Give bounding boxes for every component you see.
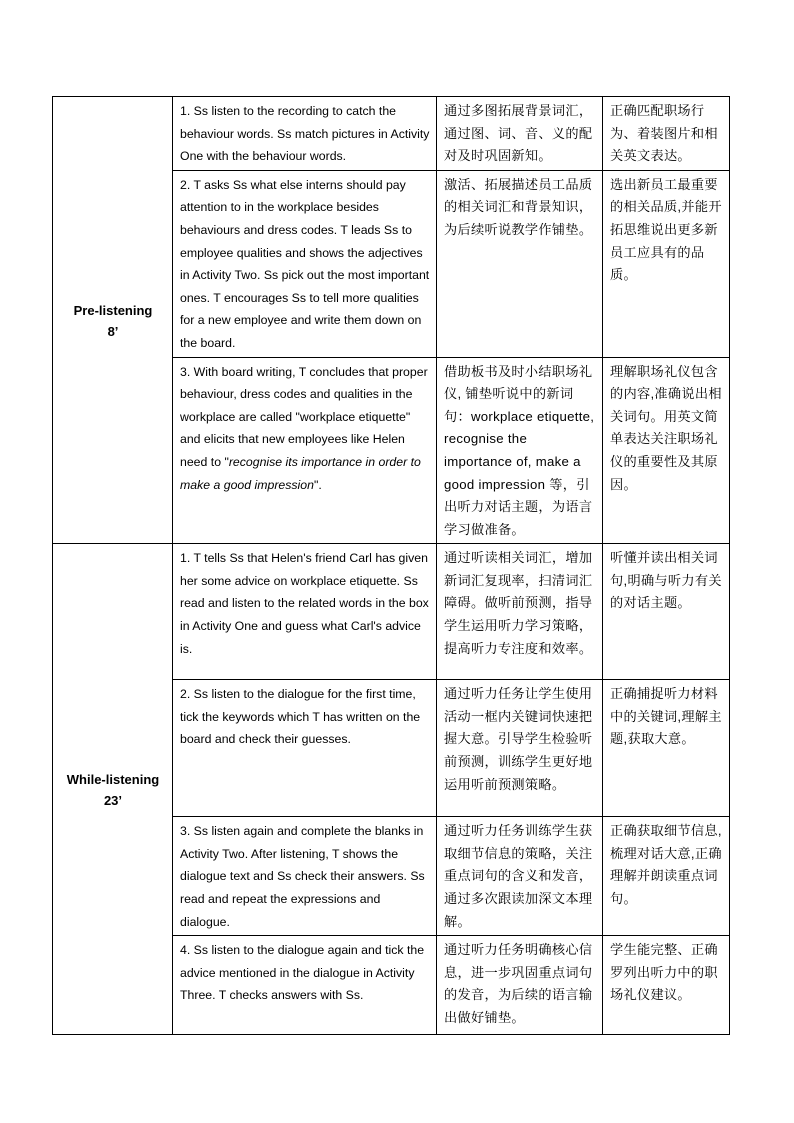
effect-cell: 正确获取细节信息,梳理对话大意,正确理解并朗读重点词句。 [603, 817, 730, 936]
activity-text-end: ". [313, 477, 322, 492]
effect-cell: 正确捕捉听力材料中的关键词,理解主题,获取大意。 [603, 680, 730, 817]
purpose-cell: 通过听力任务训练学生获取细节信息的策略，关注重点词句的含义和发音，通过多次跟读加深文本理解。 [437, 817, 603, 936]
activity-text: 3. With board writing, T concludes that proper behaviour, dress codes and qualities in the workplace are called "workplace etiquette" and elicits that new employees like Helen need to " [180, 364, 428, 469]
purpose-cell: 通过听力任务让学生使用活动一框内关键词快速把握大意。引导学生检验听前预测，训练学生更好地运用听前预测策略。 [437, 680, 603, 817]
activity-cell: 1. Ss listen to the recording to catch the behaviour words. Ss match pictures in Activity One with the behaviour words. [173, 97, 437, 171]
effect-cell: 理解职场礼仪包含的内容,准确说出相关词句。用英文简单表达关注职场礼仪的重要性及其原因。 [603, 357, 730, 544]
activity-italic-quote: recognise its importance in order to make a good impression [180, 454, 421, 492]
activity-cell: 2. T asks Ss what else interns should pay attention to in the workplace besides behaviours and dress codes. T leads Ss to employee qualities and shows the adjectives in Activity Two. Ss pick out the most important ones. T encourages Ss to tell more qualities for a new employee and write them down on the board. [173, 170, 437, 357]
effect-cell: 选出新员工最重要的相关品质,并能开拓思维说出更多新员工应具有的品质。 [603, 170, 730, 357]
effect-cell: 听懂并读出相关词句,明确与听力有关的对话主题。 [603, 544, 730, 680]
purpose-cell: 通过听力任务明确核心信息，进一步巩固重点词句的发音，为后续的语言输出做好铺垫。 [437, 936, 603, 1035]
purpose-cell: 通过听读相关词汇，增加新词汇复现率，扫清词汇障碍。做听前预测，指导学生运用听力学习策略，提高听力专注度和效率。 [437, 544, 603, 680]
activity-cell: 1. T tells Ss that Helen's friend Carl has given her some advice on workplace etiquette. Ss read and listen to the related words in the box in Activity One and guess what Carl's advice is. [173, 544, 437, 680]
stage-time: 8’ [107, 323, 119, 339]
stage-cell-pre-listening [53, 97, 173, 544]
stage-cell-while-listening [53, 544, 173, 1035]
effect-cell: 正确匹配职场行为、着装图片和相关英文表达。 [603, 97, 730, 171]
lesson-plan-table [52, 96, 730, 1035]
table-row [53, 97, 730, 171]
purpose-cell: 借助板书及时小结职场礼仪, 铺垫听说中的新词句：workplace etiquette, recognise the importance of, make a good impression 等，引出听力对话主题，为语言学习做准备。 [437, 357, 603, 544]
activity-cell [173, 357, 437, 544]
stage-name: While-listening [66, 771, 160, 787]
purpose-cell: 激活、拓展描述员工品质的相关词汇和背景知识，为后续听说教学作铺垫。 [437, 170, 603, 357]
activity-cell: 2. Ss listen to the dialogue for the first time, tick the keywords which T has written on the board and check their guesses. [173, 680, 437, 817]
purpose-cell: 通过多图拓展背景词汇，通过图、词、音、义的配对及时巩固新知。 [437, 97, 603, 171]
effect-cell: 学生能完整、正确罗列出听力中的职场礼仪建议。 [603, 936, 730, 1035]
table-row [53, 544, 730, 680]
activity-cell: 3. Ss listen again and complete the blanks in Activity Two. After listening, T shows the dialogue text and Ss check their answers. Ss read and repeat the expressions and dialogue. [173, 817, 437, 936]
stage-time: 23’ [103, 792, 123, 808]
activity-cell: 4. Ss listen to the dialogue again and tick the advice mentioned in the dialogue in Activity Three. T checks answers with Ss. [173, 936, 437, 1035]
stage-name: Pre-listening [73, 302, 153, 318]
